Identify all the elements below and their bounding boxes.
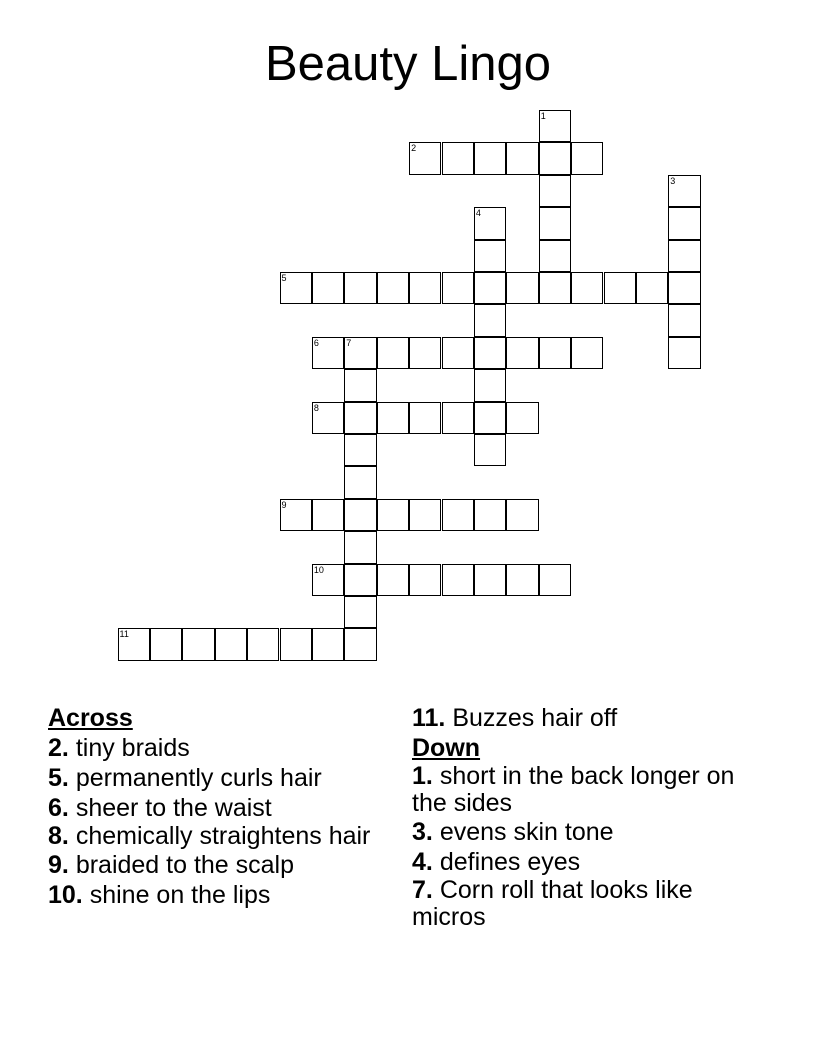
- grid-cell[interactable]: [539, 564, 571, 596]
- grid-cell[interactable]: [668, 240, 700, 272]
- grid-cell[interactable]: [247, 628, 279, 660]
- clue-text: Buzzes hair off: [452, 704, 618, 732]
- grid-cell[interactable]: [344, 434, 376, 466]
- grid-cell[interactable]: [474, 272, 506, 304]
- grid-cell[interactable]: [344, 628, 376, 660]
- grid-cell[interactable]: [312, 272, 344, 304]
- down-heading: Down: [412, 734, 481, 762]
- clue-number: 7.: [412, 876, 433, 904]
- grid-cell[interactable]: [474, 142, 506, 174]
- clues-right-column: [412, 703, 752, 931]
- clue-across-5: [48, 763, 378, 793]
- clue-across-11: [412, 703, 752, 733]
- clues-left-column: [48, 703, 378, 910]
- grid-cell[interactable]: [312, 564, 344, 596]
- grid-cell[interactable]: [668, 207, 700, 239]
- grid-cell[interactable]: [344, 369, 376, 401]
- grid-cell[interactable]: [539, 142, 571, 174]
- grid-cell[interactable]: [668, 337, 700, 369]
- grid-cell[interactable]: [636, 272, 668, 304]
- grid-cell[interactable]: [409, 337, 441, 369]
- grid-cell[interactable]: [312, 337, 344, 369]
- cell-number: 1: [540, 111, 546, 121]
- grid-cell[interactable]: [409, 272, 441, 304]
- clue-text: evens skin tone: [439, 818, 614, 846]
- grid-cell[interactable]: [571, 142, 603, 174]
- cell-number: 11: [119, 629, 129, 640]
- grid-cell[interactable]: [571, 272, 603, 304]
- clue-number: 2.: [48, 734, 69, 762]
- grid-cell[interactable]: [344, 466, 376, 498]
- clue-across-10: [48, 880, 378, 910]
- cell-number: 10: [313, 564, 324, 575]
- grid-cell[interactable]: [668, 272, 700, 304]
- grid-cell[interactable]: [474, 207, 506, 239]
- clue-number: 8.: [48, 822, 69, 850]
- grid-cell[interactable]: [571, 337, 603, 369]
- clue-text: tiny braids: [75, 734, 190, 762]
- grid-cell[interactable]: [474, 564, 506, 596]
- grid-cell[interactable]: [506, 499, 538, 531]
- clue-down-7: [412, 877, 752, 931]
- grid-cell[interactable]: [442, 499, 474, 531]
- grid-cell[interactable]: [280, 499, 312, 531]
- clue-number: 4.: [412, 848, 433, 876]
- grid-cell[interactable]: [377, 564, 409, 596]
- grid-cell[interactable]: [668, 304, 700, 336]
- puzzle-title: Beauty Lingo: [264, 37, 552, 91]
- grid-cell[interactable]: [506, 142, 538, 174]
- cell-number: 4: [475, 208, 481, 219]
- grid-cell[interactable]: [539, 175, 571, 207]
- grid-cell[interactable]: [474, 369, 506, 401]
- grid-cell[interactable]: [377, 402, 409, 434]
- grid-cell[interactable]: [344, 596, 376, 628]
- cell-number: 3: [670, 175, 676, 186]
- grid-cell[interactable]: [474, 337, 506, 369]
- grid-cell[interactable]: [377, 337, 409, 369]
- grid-cell[interactable]: [539, 337, 571, 369]
- clue-text: braided to the scalp: [75, 851, 295, 879]
- clue-number: 11.: [412, 704, 446, 732]
- clue-text: defines eyes: [439, 848, 581, 876]
- across-heading: Across: [48, 704, 133, 732]
- cell-number: 6: [313, 337, 319, 348]
- clue-number: 5.: [48, 764, 69, 792]
- grid-cell[interactable]: [506, 564, 538, 596]
- clue-text: sheer to the waist: [75, 794, 272, 822]
- grid-cell[interactable]: [150, 628, 182, 660]
- clue-down-1: [412, 763, 752, 817]
- grid-cell[interactable]: [409, 564, 441, 596]
- grid-cell[interactable]: [506, 402, 538, 434]
- grid-cell[interactable]: [474, 499, 506, 531]
- clue-number: 1.: [412, 762, 433, 790]
- grid-cell[interactable]: [312, 402, 344, 434]
- clue-across-2: [48, 733, 378, 763]
- grid-cell[interactable]: [539, 272, 571, 304]
- grid-cell[interactable]: [182, 628, 214, 660]
- grid-cell[interactable]: [474, 304, 506, 336]
- clue-number: 10.: [48, 881, 83, 909]
- grid-cell[interactable]: [539, 240, 571, 272]
- grid-cell[interactable]: [506, 272, 538, 304]
- clue-across-8: [48, 823, 378, 850]
- grid-cell[interactable]: [344, 531, 376, 563]
- cell-number: 8: [313, 402, 319, 413]
- clue-down-4: [412, 847, 752, 877]
- grid-cell[interactable]: [442, 564, 474, 596]
- grid-cell[interactable]: [442, 272, 474, 304]
- grid-cell[interactable]: [215, 628, 247, 660]
- grid-cell[interactable]: [344, 564, 376, 596]
- grid-cell[interactable]: [280, 272, 312, 304]
- clue-across-9: [48, 850, 378, 880]
- grid-cell[interactable]: [668, 175, 700, 207]
- clue-text: permanently curls hair: [75, 764, 322, 792]
- grid-cell[interactable]: [377, 499, 409, 531]
- clue-across-6: [48, 793, 378, 823]
- clue-text: short in the back longer on the sides: [412, 762, 735, 817]
- cell-number: 2: [411, 143, 417, 154]
- grid-cell[interactable]: [118, 628, 150, 660]
- grid-cell[interactable]: [312, 499, 344, 531]
- grid-cell[interactable]: [474, 434, 506, 466]
- clue-number: 6.: [48, 794, 69, 822]
- clue-down-3: [412, 817, 752, 847]
- grid-cell[interactable]: [344, 402, 376, 434]
- grid-cell[interactable]: [442, 402, 474, 434]
- grid-cell[interactable]: [344, 499, 376, 531]
- grid-cell[interactable]: [409, 499, 441, 531]
- grid-cell[interactable]: [344, 272, 376, 304]
- grid-cell[interactable]: [506, 337, 538, 369]
- cell-number: 5: [281, 273, 287, 283]
- grid-cell[interactable]: [539, 207, 571, 239]
- grid-cell[interactable]: [344, 337, 376, 369]
- grid-cell[interactable]: [280, 628, 312, 660]
- grid-cell[interactable]: [474, 240, 506, 272]
- clue-number: 9.: [48, 851, 69, 879]
- cell-number: 7: [346, 337, 352, 348]
- grid-cell[interactable]: [604, 272, 636, 304]
- clue-text: shine on the lips: [89, 881, 271, 909]
- grid-cell[interactable]: [442, 142, 474, 174]
- grid-cell[interactable]: [442, 337, 474, 369]
- cell-number: 9: [281, 499, 287, 510]
- clue-number: 3.: [412, 818, 433, 846]
- clue-text: Corn roll that looks like micros: [412, 876, 693, 931]
- grid-cell[interactable]: [312, 628, 344, 660]
- grid-cell[interactable]: [377, 272, 409, 304]
- grid-cell[interactable]: [409, 402, 441, 434]
- clue-text: chemically straightens hair: [75, 822, 371, 850]
- grid-cell[interactable]: [474, 402, 506, 434]
- grid-cell[interactable]: [409, 142, 441, 174]
- grid-cell[interactable]: [539, 110, 571, 142]
